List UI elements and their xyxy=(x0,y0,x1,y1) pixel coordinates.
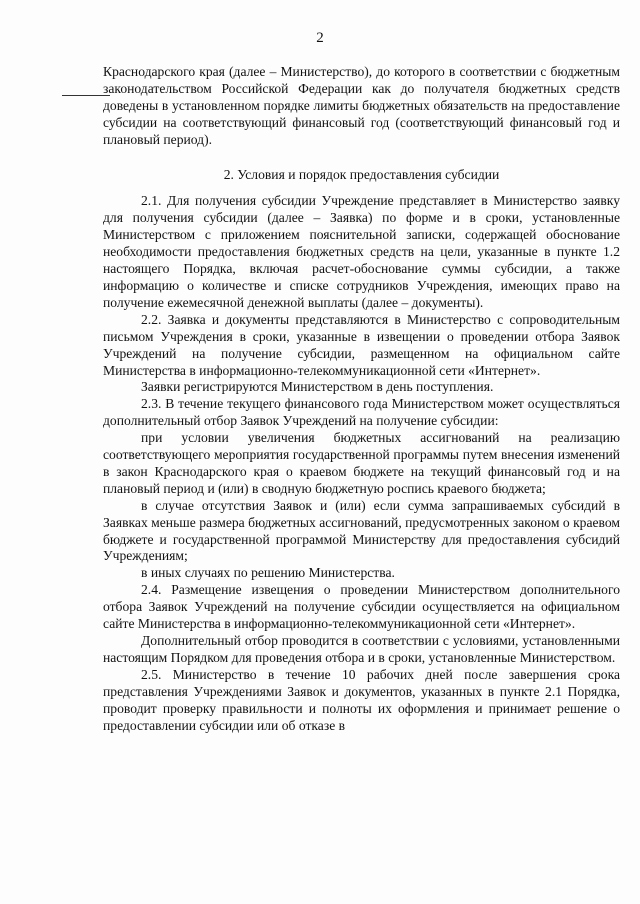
paragraph-2-3: 2.3. В течение текущего финансового года Министерством может осуществляться дополнительный отбор Заявок Учреждений на получение субсидии: xyxy=(103,396,620,429)
paragraph-2-3-condition-b: в случае отсутствия Заявок и (или) если сумма запрашиваемых субсидий в Заявках меньше размера бюджетных ассигнований, предусмотренных законом о краевом бюджете и государственной программой Министерству для предоставления субсидий Учреждениям; xyxy=(103,497,620,564)
paragraph-2-1: 2.1. Для получения субсидии Учреждение представляет в Министерство заявку для получения субсидии (далее – Заявка) по форме и в сроки, установленные Министерством с приложением пояснительной записки, содержащей обоснование необходимости предоставления бюджетных средств на цели, указанные в пункте 1.2 настоящего Порядка, включая расчет-обоснование суммы субсидии, а также информацию о количестве и списке сотрудников Учреждения, имеющих право на получение ежемесячной денежной выплаты (далее – документы). xyxy=(103,193,620,310)
paragraph-2-3-condition-c: в иных случаях по решению Министерства. xyxy=(141,565,395,581)
paragraph-2-2: 2.2. Заявка и документы представляются в Министерство с сопроводительным письмом Учреждения в сроки, указанные в извещении о проведении отбора Заявок Учреждений на получение субсидии, размещенном на официальном сайте Министерства в информационно-телекоммуникационной сети «Интернет». xyxy=(103,311,620,378)
document-body xyxy=(103,64,620,734)
page-number: 2 xyxy=(316,30,324,46)
paragraph-2-4-additional: Дополнительный отбор проводится в соответствии с условиями, установленными настоящим Порядком для проведения отбора и в сроки, установленные Министерством. xyxy=(103,633,620,665)
paragraph-2-2-registration: Заявки регистрируются Министерством в день поступления. xyxy=(141,379,494,395)
paragraph-2-5: 2.5. Министерство в течение 10 рабочих дней после завершения срока представления Учреждениями Заявок и документов, указанных в пункте 2.1 Порядка, проводит проверку правильности и полноты их оформления и принимает решение о предоставлении субсидии или об отказе в xyxy=(103,666,620,733)
paragraph-2-4: 2.4. Размещение извещения о проведении Министерством дополнительного отбора Заявок Учреждений на получение субсидии осуществляется на официальном сайте Министерства в информационно-телекоммуникационной сети «Интернет». xyxy=(103,582,620,632)
paragraph-intro-continuation: Краснодарского края (далее – Министерство), до которого в соответствии с бюджетным законодательством Российской Федерации как до получателя бюджетных средств доведены в установленном порядке лимиты бюджетных обязательств на предоставление субсидии на соответствующий финансовый год (соответствующий финансовый год и плановый период). xyxy=(103,64,620,147)
paragraph-2-3-condition-a: при условии увеличения бюджетных ассигнований на реализацию соответствующего мероприятия государственной программы путем внесения изменений в закон Краснодарского края о краевом бюджете на текущий финансовый год и на плановый период и (или) в сводную бюджетную роспись краевого бюджета; xyxy=(103,430,620,496)
section-heading: 2. Условия и порядок предоставления субсидии xyxy=(223,166,500,182)
